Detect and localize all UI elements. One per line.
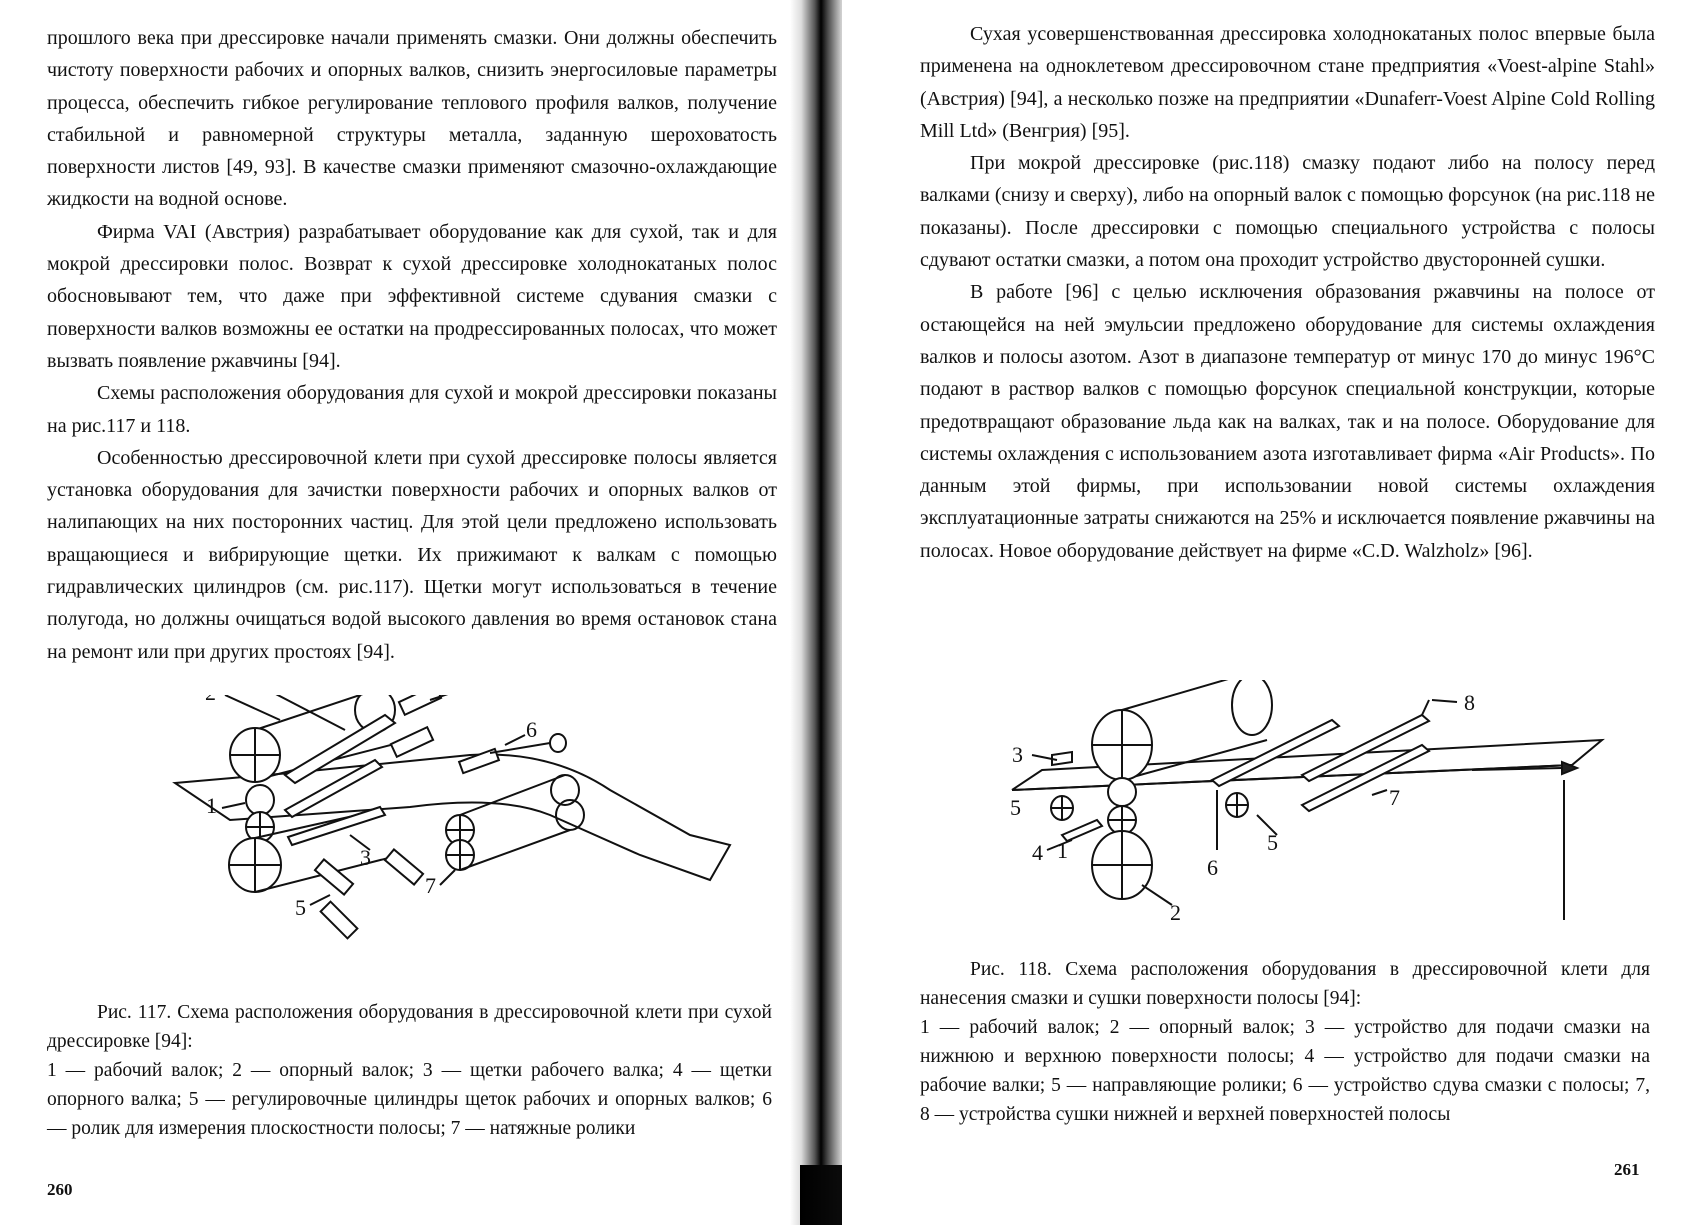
label-7: 7 [1389,785,1400,810]
label-2: 2 [1170,900,1181,925]
figure-118 [1002,680,1632,940]
right-page [842,0,1684,1225]
paragraph: Особенностью дрессировочной клети при сухой дрессировке полосы является установка оборудования для зачистки поверхности рабочих и опорных валков от налипающих на них посторонних частиц. Для этой цели предложено использовать вращающиеся и вибрирующие щетки. Их прижимают к валкам с помощью гидравлических цилиндров (см. рис.117). Щетки могут использоваться в течение полугода, но должны очищаться водой высокого давления во время остановок стана на ремонт или при других простоях [94]. [47,446,777,663]
figure-117 [170,695,740,985]
label-2 [205,695,216,705]
label-8: 8 [1464,690,1475,715]
figure-117-drawing [170,695,740,985]
page-number: 261 [1614,1160,1640,1179]
left-page-text [47,22,777,668]
paragraph: прошлого века при дрессировке начали применять смазки. Они должны обеспечить чистоту поверхности рабочих и опорных валков, снизить энергосиловые параметры процесса, обеспечить гибкое регулирование теплового профиля валков, получение стабильной и равномерной структуры металла, заданную шероховатость поверхности листов [49, 93]. В качестве смазки применяют смазочно-охлаждающие жидкости на водной основе. [47,27,777,211]
caption-title: Рис. 117. Схема расположения оборудования в дрессировочной клети при сухой дрессировке [94]: [47,1002,772,1052]
label-5-left: 5 [1010,795,1021,820]
right-page-text [920,18,1655,567]
figure-118-drawing [1002,680,1632,940]
label-5-top [460,695,471,700]
page-number: 260 [47,1180,73,1199]
label-5-right: 5 [1267,830,1278,855]
label-7: 7 [425,873,436,898]
label-3: 3 [360,845,371,870]
label-6: 6 [526,717,537,742]
label-3: 3 [1012,742,1023,767]
paragraph: В работе [96] с целью исключения образования ржавчины на полосе от остающейся на ней эмульсии предложено оборудование для системы охлаждения валков и полосы азотом. Азот в диапазоне температур от минус 170 до минус 196°С подают в раствор валков с помощью форсунок специальной конструкции, которые предотвращают образование льда как на валках, так и на полосе. Оборудование для системы охлаждения с использованием азота изготавливает фирма «Air Products». По данным этой фирмы, при использовании новой системы охлаждения эксплуатационные затраты снижаются на 25% и исключается появление ржавчины на полосах. Новое оборудование действует на фирме «C.D. Walzholz» [96]. [920,281,1655,562]
label-6: 6 [1207,855,1218,880]
paragraph: Фирма VAI (Австрия) разрабатывает оборудование как для сухой, так и для мокрой дрессировки полос. Возврат к сухой дрессировке холоднокатаных полос обосновывают тем, что даже при эффективной системе сдувания смазки с поверхности валков возможны ее остатки на продрессированных полосах, что может вызвать появление ржавчины [94]. [47,220,777,372]
caption-legend: 1 — рабочий валок; 2 — опорный валок; 3 — щетки рабочего валка; 4 — щетки опорного валка; 5 — регулировочные цилиндры щеток рабочих и опорных валков; 6 — ролик для измерения плоскостности полосы; 7 — натяжные ролики [47,1060,772,1139]
paragraph: При мокрой дрессировке (рис.118) смазку подают либо на полосу перед валками (снизу и сверху), либо на опорный валок с помощью форсунок (на рис.118 не показаны). После дрессировки с помощью специального устройства с полосы сдувают остатки смазки, а потом она проходит устройство двусторонней сушки. [920,152,1655,272]
label-1: 1 [1057,838,1068,863]
figure-118-caption [920,955,1650,1129]
label-1: 1 [206,793,217,818]
caption-legend: 1 — рабочий валок; 2 — опорный валок; 3 — устройство для подачи смазки на нижнюю и верхнюю поверхности полосы; 4 — устройство для подачи смазки на рабочие валки; 5 — направляющие ролики; 6 — устройство сдува смазки с полосы; 7, 8 — устройства сушки нижней и верхней поверхностей полосы [920,1017,1650,1125]
paragraph: Сухая усовершенствованная дрессировка холоднокатаных полос впервые была применена на одноклетевом дрессировочном стане предприятия «Voest-alpine Stahl» (Австрия) [94], а несколько позже на предприятии «Dunaferr-Voest Alpine Cold Rolling Mill Ltd» (Венгрия) [95]. [920,23,1655,142]
left-page [0,0,800,1225]
label-4: 4 [1032,840,1043,865]
label-5-bottom: 5 [295,895,306,920]
paragraph: Схемы расположения оборудования для сухой и мокрой дрессировки показаны на рис.117 и 118. [47,382,777,437]
caption-title: Рис. 118. Схема расположения оборудования в дрессировочной клети для нанесения смазки и сушки поверхности полосы [94]: [920,959,1650,1009]
figure-117-caption [47,998,772,1143]
